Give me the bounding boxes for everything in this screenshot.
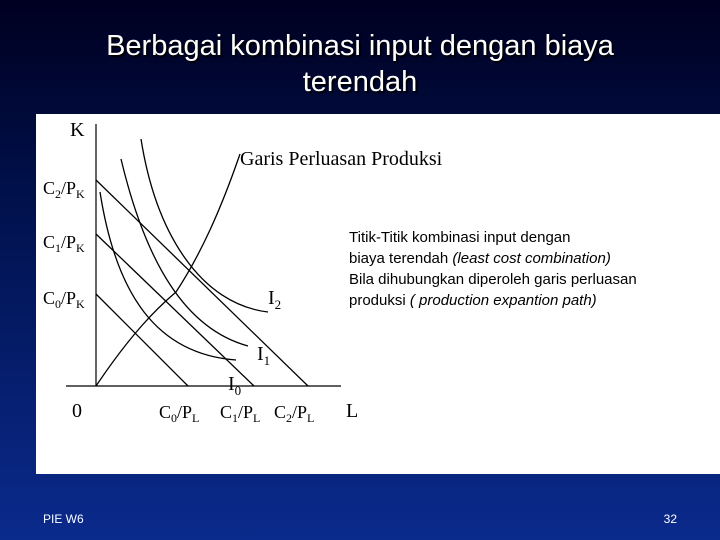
title-line-2: terendah	[302, 66, 418, 98]
isocost-line-c2	[96, 180, 308, 386]
note-line-1: Titik-Titik kombinasi input dengan	[349, 229, 571, 246]
slide-title	[0, 28, 720, 100]
isoquant-curve-i1	[121, 159, 248, 346]
y-tick-label-c1: $C_1/P_K$	[43, 232, 85, 255]
note-line-3: Bila dihubungkan diperoleh garis perluasan	[349, 271, 637, 288]
expansion-path-label: Garis Perluasan Produksi	[240, 148, 443, 170]
isoquant-label-i0: $I_0$	[228, 373, 242, 398]
diagram-panel	[36, 114, 720, 474]
y-axis-label: K	[70, 119, 85, 141]
x-tick-label-c0: $C_0/P_L$	[159, 402, 200, 425]
y-tick-label-c2: $C_2/P_K$	[43, 178, 85, 201]
y-tick-label-c0: $C_0/P_K$	[43, 288, 85, 311]
least-cost-note	[349, 227, 709, 311]
note-line-4: produksi ( production expantion path)	[349, 292, 597, 309]
x-tick-label-c1: $C_1/P_L$	[220, 402, 261, 425]
origin-label: 0	[72, 400, 82, 422]
x-tick-label-c2: $C_2/P_L$	[274, 402, 315, 425]
footer-page-number: 32	[663, 512, 677, 526]
footer-course-label: PIE W6	[43, 512, 84, 526]
x-axis-label: L	[346, 400, 359, 422]
note-line-2: biaya terendah (least cost combination)	[349, 250, 611, 267]
isoquant-label-i2: $I_2$	[268, 287, 282, 312]
isoquant-label-i1: $I_1$	[257, 343, 271, 368]
title-line-1: Berbagai kombinasi input dengan biaya	[106, 30, 614, 62]
